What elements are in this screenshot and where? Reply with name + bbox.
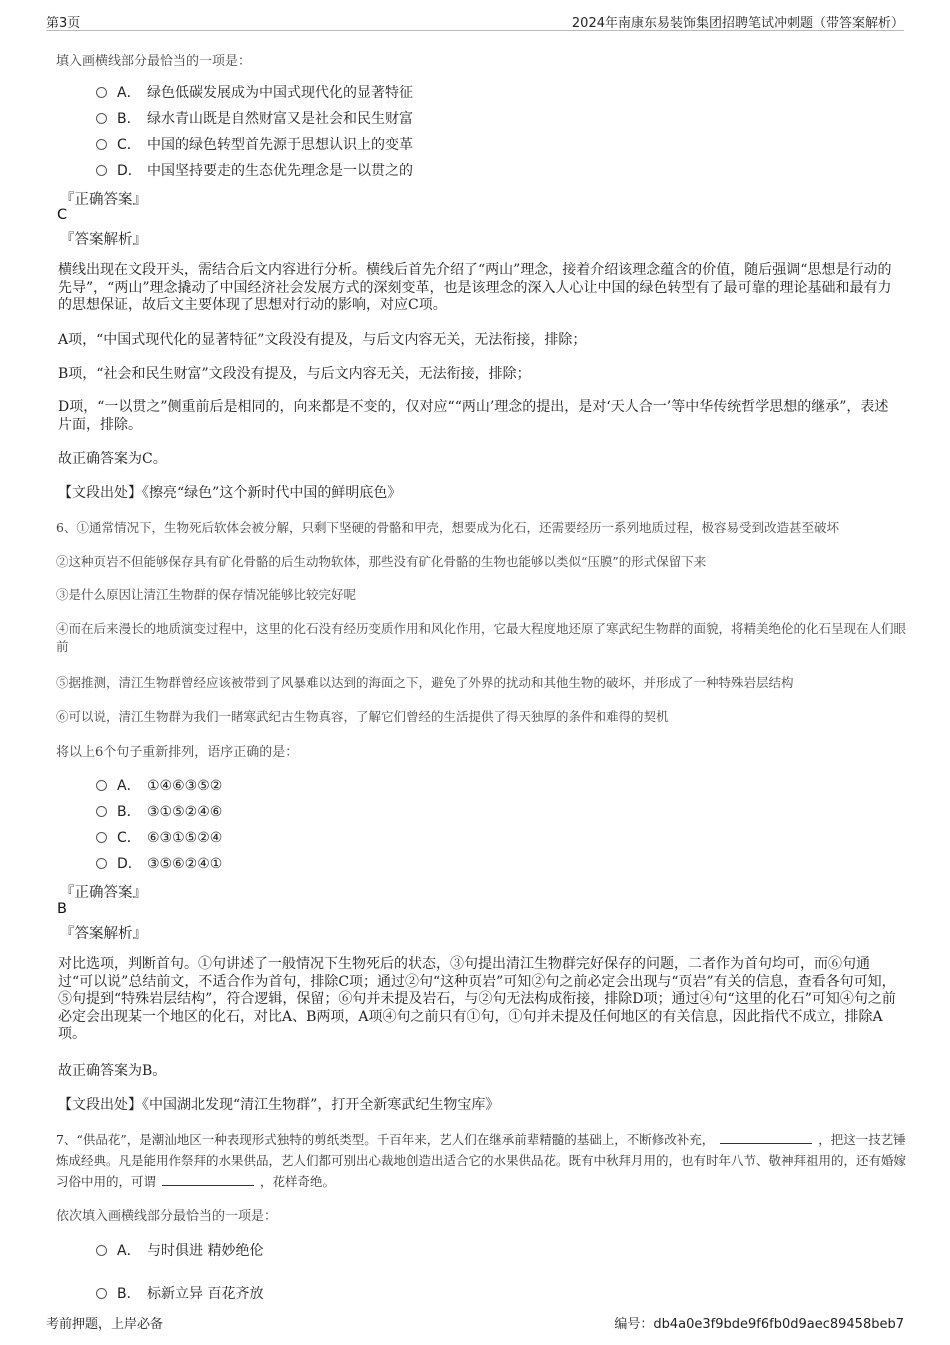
q6-sentence: ④而在后来漫长的地质演变过程中，这里的化石没有经历变质作用和风化作用，它最大程度地还原了寒武纪生物群的面貌，将精美绝伦的化石呈现在人们眼前 <box>56 621 907 654</box>
radio-icon[interactable] <box>96 1288 107 1299</box>
radio-icon[interactable] <box>96 139 107 150</box>
fill-blank[interactable] <box>720 1131 812 1144</box>
q5-answer: C <box>57 207 68 223</box>
fill-blank[interactable] <box>162 1173 254 1186</box>
q7-passage: 7、“供品花”，是潮汕地区一种表现形式独特的剪纸类型。千百年来，艺人们在继承前辈精髓的基础上，不断修改补充， ，把这一技艺锤炼成经典。凡是能用作祭拜的水果供品，艺人们都可别出心裁地创造出适合它的水果供品花。既有中秋拜月用的，也有时年八节、敬神拜祖用的，还有婚嫁习俗中用的，可谓 ，花样奇绝。 <box>56 1132 907 1189</box>
q5-source: 【文段出处】《擦亮“绿色”这个新时代中国的鲜明底色》 <box>58 485 402 501</box>
q7-option-b[interactable]: B． 标新立异 百花齐放 <box>96 1283 263 1303</box>
q6-option-c[interactable]: C． ⑥③①⑤②④ <box>96 827 222 847</box>
q5-prompt: 填入画横线部分最恰当的一项是： <box>56 54 252 69</box>
q6-source: 【文段出处】《中国湖北发现“清江生物群”，打开全新寒武纪生物宝库》 <box>58 1097 500 1113</box>
radio-icon[interactable] <box>96 832 107 843</box>
radio-icon[interactable] <box>96 165 107 176</box>
document-code: 编号：db4a0e3f9bde9f6fb0d9aec89458beb7 <box>614 1317 904 1332</box>
q5-analysis-paragraph: A项，“中国式现代化的显著特征”文段没有提及，与后文内容无关，无法衔接，排除； <box>58 332 587 348</box>
radio-icon[interactable] <box>96 87 107 98</box>
page-number: 第3页 <box>46 16 81 31</box>
q5-option-b[interactable]: B． 绿水青山既是自然财富又是社会和民生财富 <box>96 108 413 128</box>
radio-icon[interactable] <box>96 780 107 791</box>
q6-answer: B <box>57 901 67 917</box>
radio-icon[interactable] <box>96 858 107 869</box>
q6-option-a[interactable]: A． ①④⑥③⑤② <box>96 775 222 795</box>
q6-sentence: ⑥可以说，清江生物群为我们一睹寒武纪古生物真容，了解它们曾经的生活提供了得天独厚的条件和难得的契机 <box>56 709 669 724</box>
footer-slogan: 考前押题，上岸必备 <box>46 1317 164 1332</box>
radio-icon[interactable] <box>96 113 107 124</box>
q6-analysis-label: 『答案解析』 <box>60 926 147 942</box>
document-title: 2024年南康东易装饰集团招聘笔试冲刺题（带答案解析） <box>571 16 904 31</box>
q6-conclusion: 故正确答案为B。 <box>58 1063 167 1079</box>
q5-option-a[interactable]: A． 绿色低碳发展成为中国式现代化的显著特征 <box>96 82 413 102</box>
q5-option-d[interactable]: D． 中国坚持要走的生态优先理念是一以贯之的 <box>96 160 413 180</box>
q6-sentence: 6、①通常情况下，生物死后软体会被分解，只剩下坚硬的骨骼和甲壳，想要成为化石，还需要经历一系列地质过程，极容易受到改造甚至破坏 <box>56 520 839 535</box>
page-footer <box>46 1313 904 1331</box>
page-header <box>46 12 904 31</box>
q5-analysis-label: 『答案解析』 <box>60 232 147 248</box>
q6-sentence: ⑤据推测，清江生物群曾经应该被带到了风暴难以达到的海面之下，避免了外界的扰动和其他生物的破坏，并形成了一种特殊岩层结构 <box>56 675 794 690</box>
q6-option-b[interactable]: B． ③①⑤②④⑥ <box>96 801 222 821</box>
q5-option-c[interactable]: C． 中国的绿色转型首先源于思想认识上的变革 <box>96 134 413 154</box>
q5-analysis-paragraph: B项，“社会和民生财富”文段没有提及，与后文内容无关，无法衔接，排除； <box>58 366 531 382</box>
q5-analysis-paragraph: D项，“一以贯之”侧重前后是相同的，向来都是不变的，仅对应““两山’理念的提出，是对‘天人合一’等中华传统哲学思想的继承”，表述片面，排除。 <box>58 399 889 433</box>
radio-icon[interactable] <box>96 806 107 817</box>
q6-correct-label: 『正确答案』 <box>60 885 147 901</box>
radio-icon[interactable] <box>96 1245 107 1256</box>
q5-conclusion: 故正确答案为C。 <box>58 451 167 467</box>
q6-sentence: ③是什么原因让清江生物群的保存情况能够比较完好呢 <box>56 587 357 602</box>
q7-option-a[interactable]: A． 与时俱进 精妙绝伦 <box>96 1240 263 1260</box>
q6-analysis-paragraph: 对比选项，判断首句。①句讲述了一般情况下生物死后的状态，③句提出清江生物群完好保存的问题，二者作为首句均可，而⑥句通过“可以说”总结前文，不适合作为首句，排除C项；通过②句“这种页岩”可知②句之前必定会出现与“页岩”有关的信息，查看各句可知，⑤句提到“特殊岩层结构”，符合逻辑，保留；⑥句并未提及岩石，与②句无法构成衔接，排除D项；通过④句“这里的化石”可知④句之前必定会出现某一个地区的化石，对比A、B两项，A项④句之前只有①句，①句并未提及任何地区的有关信息，因此指代不成立，排除A项。 <box>58 956 896 1042</box>
q5-analysis-paragraph: 横线出现在文段开头，需结合后文内容进行分析。横线后首先介绍了“两山”理念，接着介绍该理念蕴含的价值，随后强调“思想是行动的先导”，“两山”理念撬动了中国经济社会发展方式的深刻变革，也是该理念的深入人心让中国的绿色转型有了最可靠的理论基础和最有力的思想保证，故后文主要体现了思想对行动的影响，对应C项。 <box>58 262 892 313</box>
q5-correct-label: 『正确答案』 <box>60 192 147 208</box>
q7-prompt: 依次填入画横线部分最恰当的一项是： <box>56 1209 278 1224</box>
q6-option-d[interactable]: D． ③⑤⑥②④① <box>96 853 222 873</box>
q6-sentence: ②这种页岩不但能够保存具有矿化骨骼的后生动物软体，那些没有矿化骨骼的生物也能够以类似“压膜”的形式保留下来 <box>56 554 707 569</box>
q6-prompt: 将以上6个句子重新排列，语序正确的是： <box>56 745 299 760</box>
